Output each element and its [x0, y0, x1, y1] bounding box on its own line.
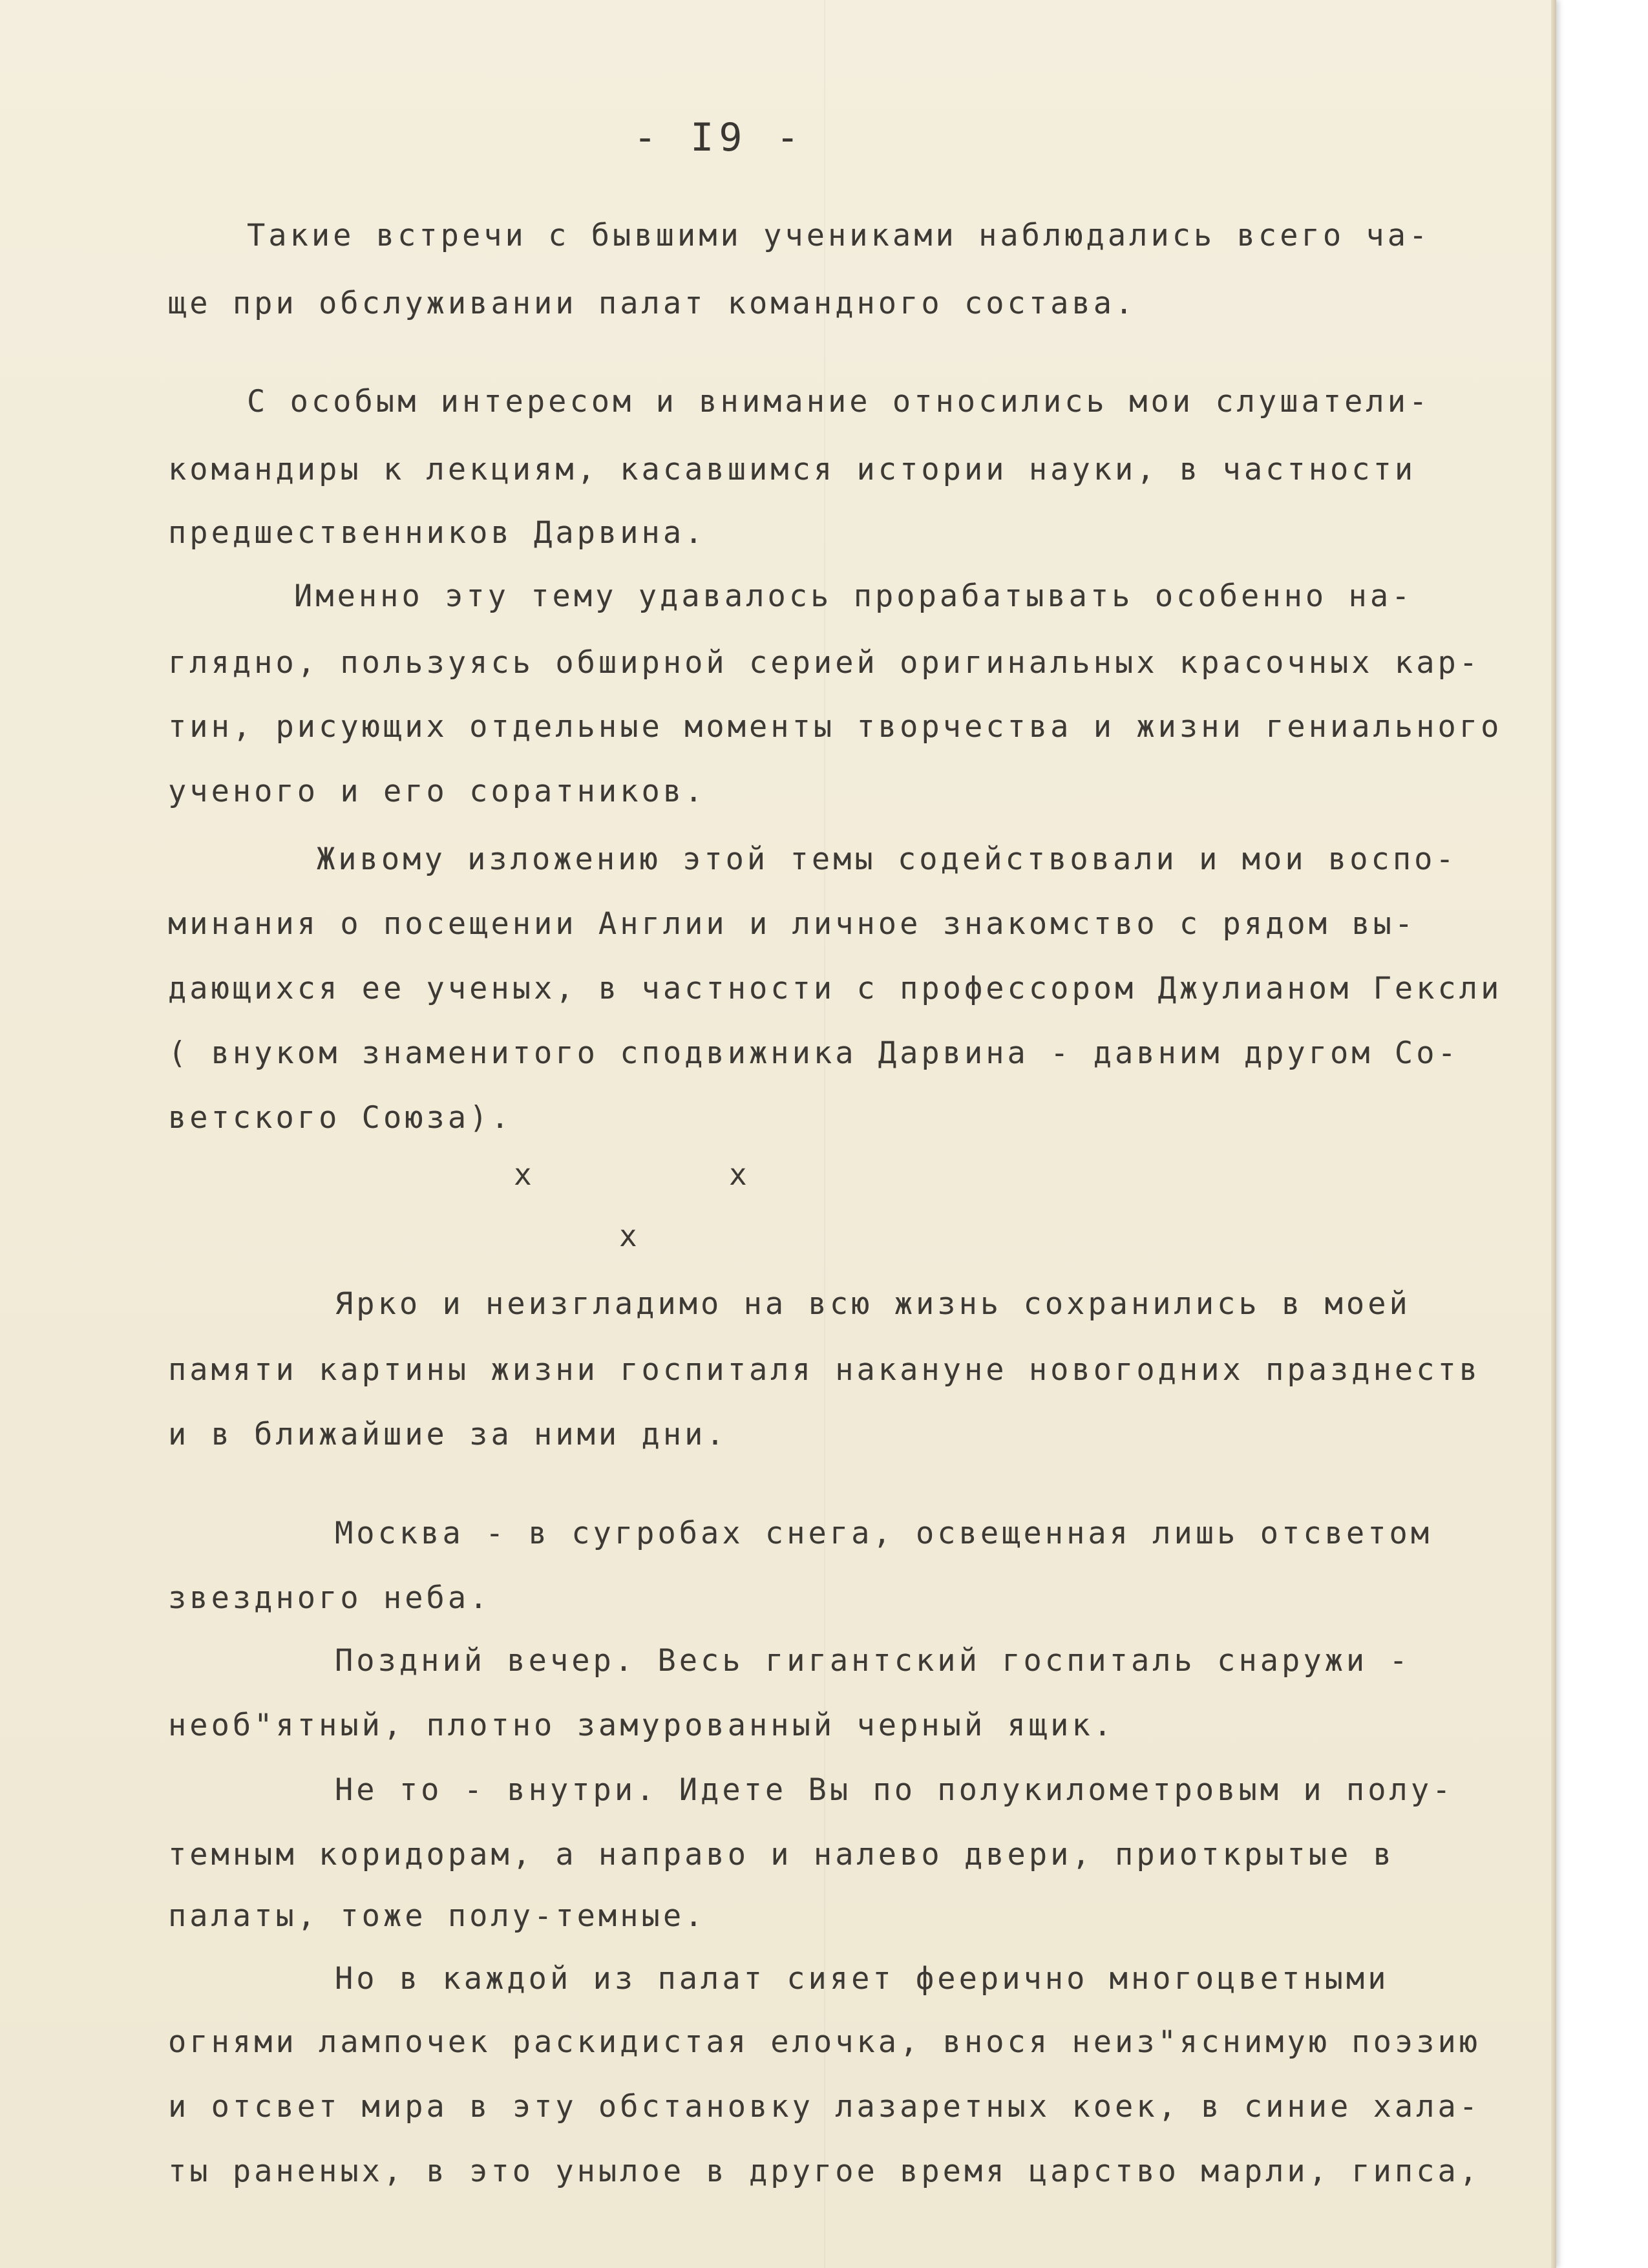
- page-edge: [1551, 0, 1556, 2268]
- text-line: минания о посещении Англии и личное знакомство с рядом вы-: [168, 906, 1417, 942]
- page-number: - I9 -: [633, 115, 805, 160]
- text-line: предшественников Дарвина.: [168, 515, 706, 551]
- text-line: и в ближайшие за ними дни.: [168, 1417, 728, 1452]
- page-fold: [824, 0, 825, 2268]
- text-line: огнями лампочек раскидистая елочка, внося неиз"яснимую поэзию: [168, 2024, 1481, 2060]
- text-line: памяти картины жизни госпиталя накануне новогодних празднеств: [168, 1352, 1481, 1388]
- text-line: Не то - внутри. Идете Вы по полукилометровым и полу-: [335, 1772, 1454, 1808]
- text-line: С особым интересом и внимание относились мои слушатели-: [247, 384, 1431, 419]
- text-line: необ"ятный, плотно замурованный черный ящик.: [168, 1708, 1115, 1743]
- section-separator-mark: x: [514, 1157, 532, 1192]
- text-line: тин, рисующих отдельные моменты творчества и жизни гениального: [168, 709, 1503, 745]
- text-line: и отсвет мира в эту обстановку лазаретных коек, в синие хала-: [168, 2089, 1481, 2125]
- section-separator-mark: x: [729, 1157, 747, 1192]
- text-line: Поздний вечер. Весь гигантский госпиталь снаружи -: [335, 1643, 1411, 1679]
- text-line: дающихся ее ученых, в частности с профессором Джулианом Гексли: [168, 971, 1503, 1006]
- text-line: Живому изложению этой темы содействовали и мои воспо-: [317, 842, 1457, 877]
- text-line: глядно, пользуясь обширной серией оригинальных красочных кар-: [168, 645, 1481, 681]
- text-line: Ярко и неизгладимо на всю жизнь сохранились в моей: [335, 1286, 1411, 1322]
- text-line: палаты, тоже полу-темные.: [168, 1898, 706, 1934]
- text-line: ученого и его соратников.: [168, 774, 706, 809]
- text-line: Москва - в сугробах снега, освещенная лишь отсветом: [335, 1516, 1433, 1551]
- section-separator-mark: x: [619, 1218, 637, 1253]
- text-line: Но в каждой из палат сияет феерично многоцветными: [335, 1961, 1389, 1997]
- text-line: ты раненых, в это унылое в другое время царство марли, гипса,: [168, 2154, 1481, 2189]
- text-line: Такие встречи с бывшими учениками наблюдались всего ча-: [247, 218, 1431, 253]
- text-line: темным коридорам, а направо и налево двери, приоткрытые в: [168, 1837, 1395, 1872]
- text-line: ще при обслуживании палат командного состава.: [168, 286, 1137, 321]
- text-line: ветского Союза).: [168, 1100, 512, 1136]
- text-line: Именно эту тему удавалось прорабатывать особенно на-: [294, 578, 1413, 614]
- text-line: командиры к лекциям, касавшимся истории науки, в частности: [168, 452, 1417, 487]
- text-line: ( внуком знаменитого сподвижника Дарвина - давним другом Со-: [168, 1035, 1459, 1071]
- text-line: звездного неба.: [168, 1580, 491, 1616]
